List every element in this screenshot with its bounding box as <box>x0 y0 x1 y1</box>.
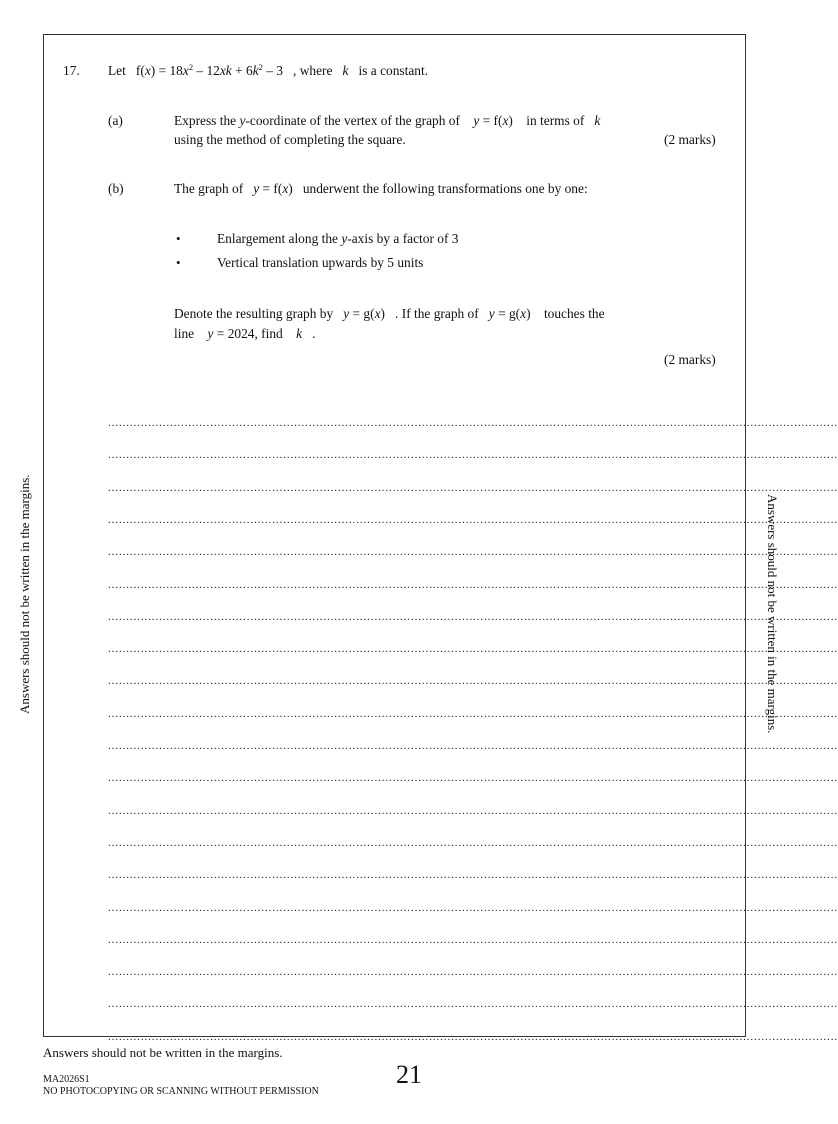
answer-line: ........................................................................................................................................................................................................ <box>108 417 838 429</box>
answer-line: ........................................................................................................................................................................................................ <box>108 1030 838 1043</box>
question-stem: Let $f(x) = 18x^2 - 12xk + 6k^2 - 3$ , where k is a constant. <box>108 62 429 78</box>
answer-line: ........................................................................................................................................................................................................ <box>108 901 838 914</box>
answer-line: ........................................................................................................................................................................................................ <box>108 546 838 559</box>
part-b-line-eq: line y = 2024, find k . <box>174 326 316 341</box>
answer-line: ........................................................................................................................................................................................................ <box>108 836 838 849</box>
part-b-label: (b) <box>108 181 124 196</box>
bullet-item-enlargement: Enlargement along the y-axis by a factor of 3 <box>217 231 459 246</box>
answer-line: ........................................................................................................................................................................................................ <box>108 643 838 656</box>
bullet-icon: • <box>176 255 181 270</box>
page-number: 21 <box>396 1060 422 1089</box>
part-a-label: (a) <box>108 113 123 128</box>
bullet-item-translation: Vertical translation upwards by 5 units <box>217 255 424 270</box>
part-a-line2: using the method of completing the square. <box>174 132 406 147</box>
bullet-icon: • <box>176 231 181 246</box>
copyright-notice: NO PHOTOCOPYING OR SCANNING WITHOUT PERMISSION <box>43 1086 319 1097</box>
margin-notice-left: Answers should not be written in the margins. <box>17 474 32 714</box>
answer-line: ........................................................................................................................................................................................................ <box>108 869 838 882</box>
answer-line: ........................................................................................................................................................................................................ <box>108 933 838 946</box>
answer-line: ........................................................................................................................................................................................................ <box>108 675 838 688</box>
part-a-line1: Express the y-coordinate of the vertex of the graph of y = f(x) in terms of k <box>174 113 601 128</box>
margin-notice-bottom: Answers should not be written in the margins. <box>43 1045 283 1060</box>
answer-line: ........................................................................................................................................................................................................ <box>108 578 838 591</box>
answer-line: ........................................................................................................................................................................................................ <box>108 610 838 623</box>
answer-line: ........................................................................................................................................................................................................ <box>108 481 838 494</box>
answer-line: ........................................................................................................................................................................................................ <box>108 449 838 462</box>
margin-notice-right: Answers should not be written in the margins. <box>765 494 780 734</box>
part-b-line1: The graph of y = f(x) underwent the following transformations one by one: <box>174 181 588 196</box>
answer-line: ........................................................................................................................................................................................................ <box>108 804 838 817</box>
question-number: 17. <box>63 63 80 78</box>
part-b-denote: Denote the resulting graph by y = g(x) . If the graph of y = g(x) touches the <box>174 306 605 321</box>
answer-line: ........................................................................................................................................................................................................ <box>108 998 838 1011</box>
part-a-marks: (2 marks) <box>664 132 716 147</box>
part-b-marks: (2 marks) <box>664 352 716 367</box>
answer-line: ........................................................................................................................................................................................................ <box>108 513 838 526</box>
answer-line: ........................................................................................................................................................................................................ <box>108 740 838 752</box>
answer-line: ........................................................................................................................................................................................................ <box>108 772 838 785</box>
paper-code: MA2026S1 <box>43 1074 90 1085</box>
answer-line: ........................................................................................................................................................................................................ <box>108 966 838 979</box>
answer-line: ........................................................................................................................................................................................................ <box>108 707 838 720</box>
